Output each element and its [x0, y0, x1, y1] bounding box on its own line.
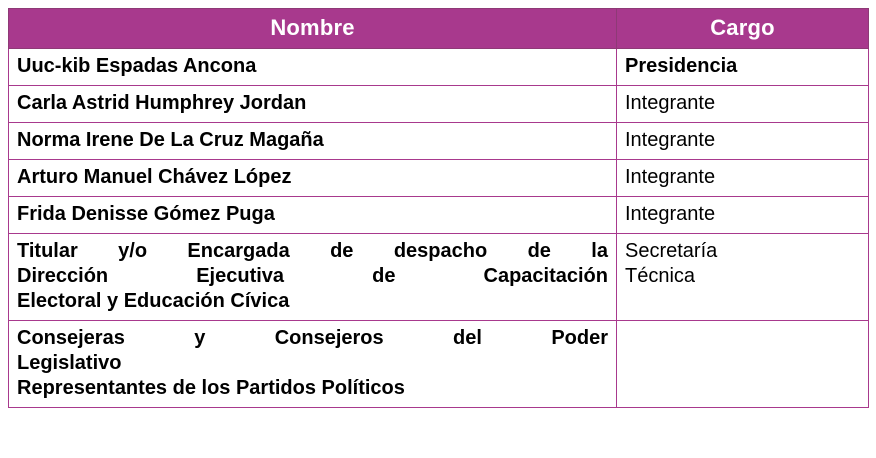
table-row: [9, 160, 869, 197]
cell-nombre: [9, 160, 617, 197]
roster-table: [8, 8, 869, 408]
table-row: [9, 49, 869, 86]
cell-nombre: [9, 321, 617, 408]
cell-cargo: [617, 49, 869, 86]
cell-nombre-line: Titular y/o Encargada de despacho de la: [17, 240, 608, 262]
table-header: [9, 9, 869, 49]
column-header-nombre: Nombre: [9, 9, 617, 49]
cell-nombre: [9, 49, 617, 86]
cell-cargo: [617, 321, 869, 408]
cell-cargo-line: Presidencia: [625, 55, 738, 77]
table-row: [9, 197, 869, 234]
cell-nombre-line: Representantes de los Partidos Políticos: [17, 377, 405, 399]
cell-cargo-line: Secretaría: [625, 240, 718, 262]
table-row: [9, 321, 869, 408]
cell-cargo-line: Integrante: [625, 203, 716, 225]
cell-nombre-line: Carla Astrid Humphrey Jordan: [17, 92, 307, 114]
cell-nombre: [9, 234, 617, 321]
table-row: [9, 123, 869, 160]
cell-nombre-line: Frida Denisse Gómez Puga: [17, 203, 275, 225]
table-row: [9, 86, 869, 123]
cell-cargo: [617, 86, 869, 123]
cell-nombre: [9, 197, 617, 234]
cell-cargo: [617, 160, 869, 197]
cell-nombre-line: Dirección Ejecutiva de Capacitación: [17, 265, 608, 287]
cell-cargo: [617, 197, 869, 234]
cell-nombre: [9, 123, 617, 160]
table-header-row: [9, 9, 869, 49]
cell-cargo: [617, 234, 869, 321]
cell-nombre-line: Uuc-kib Espadas Ancona: [17, 55, 257, 77]
cell-cargo-line: Técnica: [625, 265, 696, 287]
table-body: [9, 49, 869, 408]
cell-cargo-line: Integrante: [625, 166, 716, 188]
table-row: [9, 234, 869, 321]
cell-nombre-line: Consejeras y Consejeros del Poder: [17, 327, 608, 349]
cell-cargo-line: Integrante: [625, 92, 716, 114]
column-header-cargo: Cargo: [617, 9, 869, 49]
cell-nombre-line: Norma Irene De La Cruz Magaña: [17, 129, 324, 151]
cell-nombre: [9, 86, 617, 123]
cell-cargo-line: Integrante: [625, 129, 716, 151]
cell-nombre-line: Electoral y Educación Cívica: [17, 290, 290, 312]
cell-cargo: [617, 123, 869, 160]
cell-nombre-line: Legislativo: [17, 352, 122, 374]
cell-nombre-line: Arturo Manuel Chávez López: [17, 166, 292, 188]
